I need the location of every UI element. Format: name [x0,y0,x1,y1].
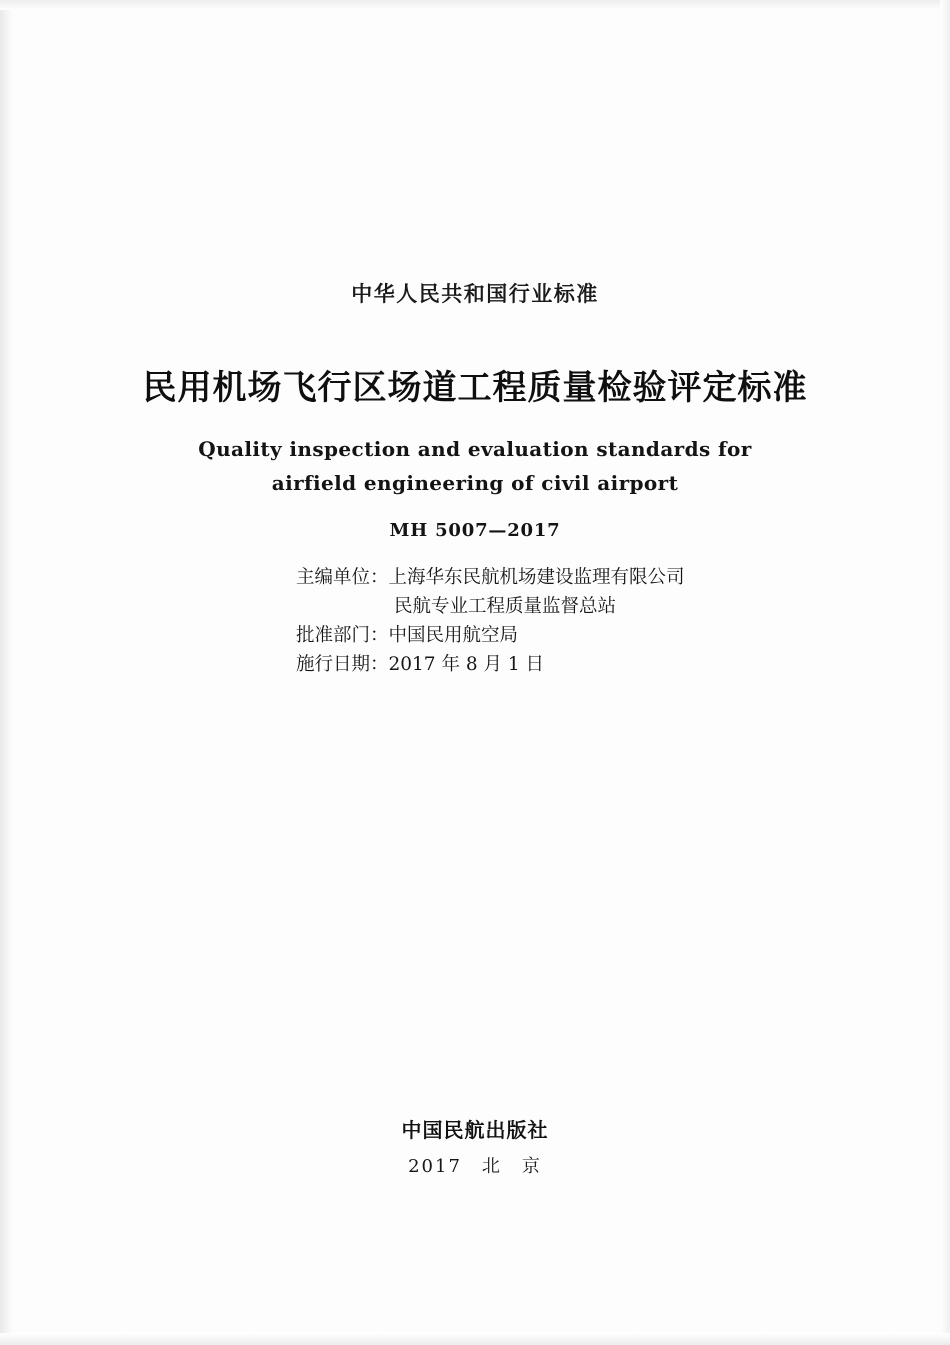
effective-date: 施行日期：2017 年 8 月 1 日 [296,654,545,675]
title-english [0,432,950,500]
publication-year-and-place: 2017 北 京 [408,1156,542,1177]
cover-metadata [296,563,816,679]
title-english-line-1: Quality inspection and evaluation standards for [198,437,752,461]
title-english-line-2: airfield engineering of civil airport [271,471,679,495]
approval-department: 批准部门：中国民用航空局 [296,625,519,646]
standard-series-heading: 中华人民共和国行业标准 [351,282,599,306]
page-title: 民用机场飞行区场道工程质量检验评定标准 [142,368,808,408]
chief-editor-organizations-line-1: 主编单位：上海华东民航机场建设监理有限公司 [296,567,685,588]
standard-code: MH 5007—2017 [389,520,561,541]
chief-editor-organizations-line-2: 民航专业工程质量监督总站 [394,596,617,617]
publisher-name: 中国民航出版社 [401,1118,549,1142]
